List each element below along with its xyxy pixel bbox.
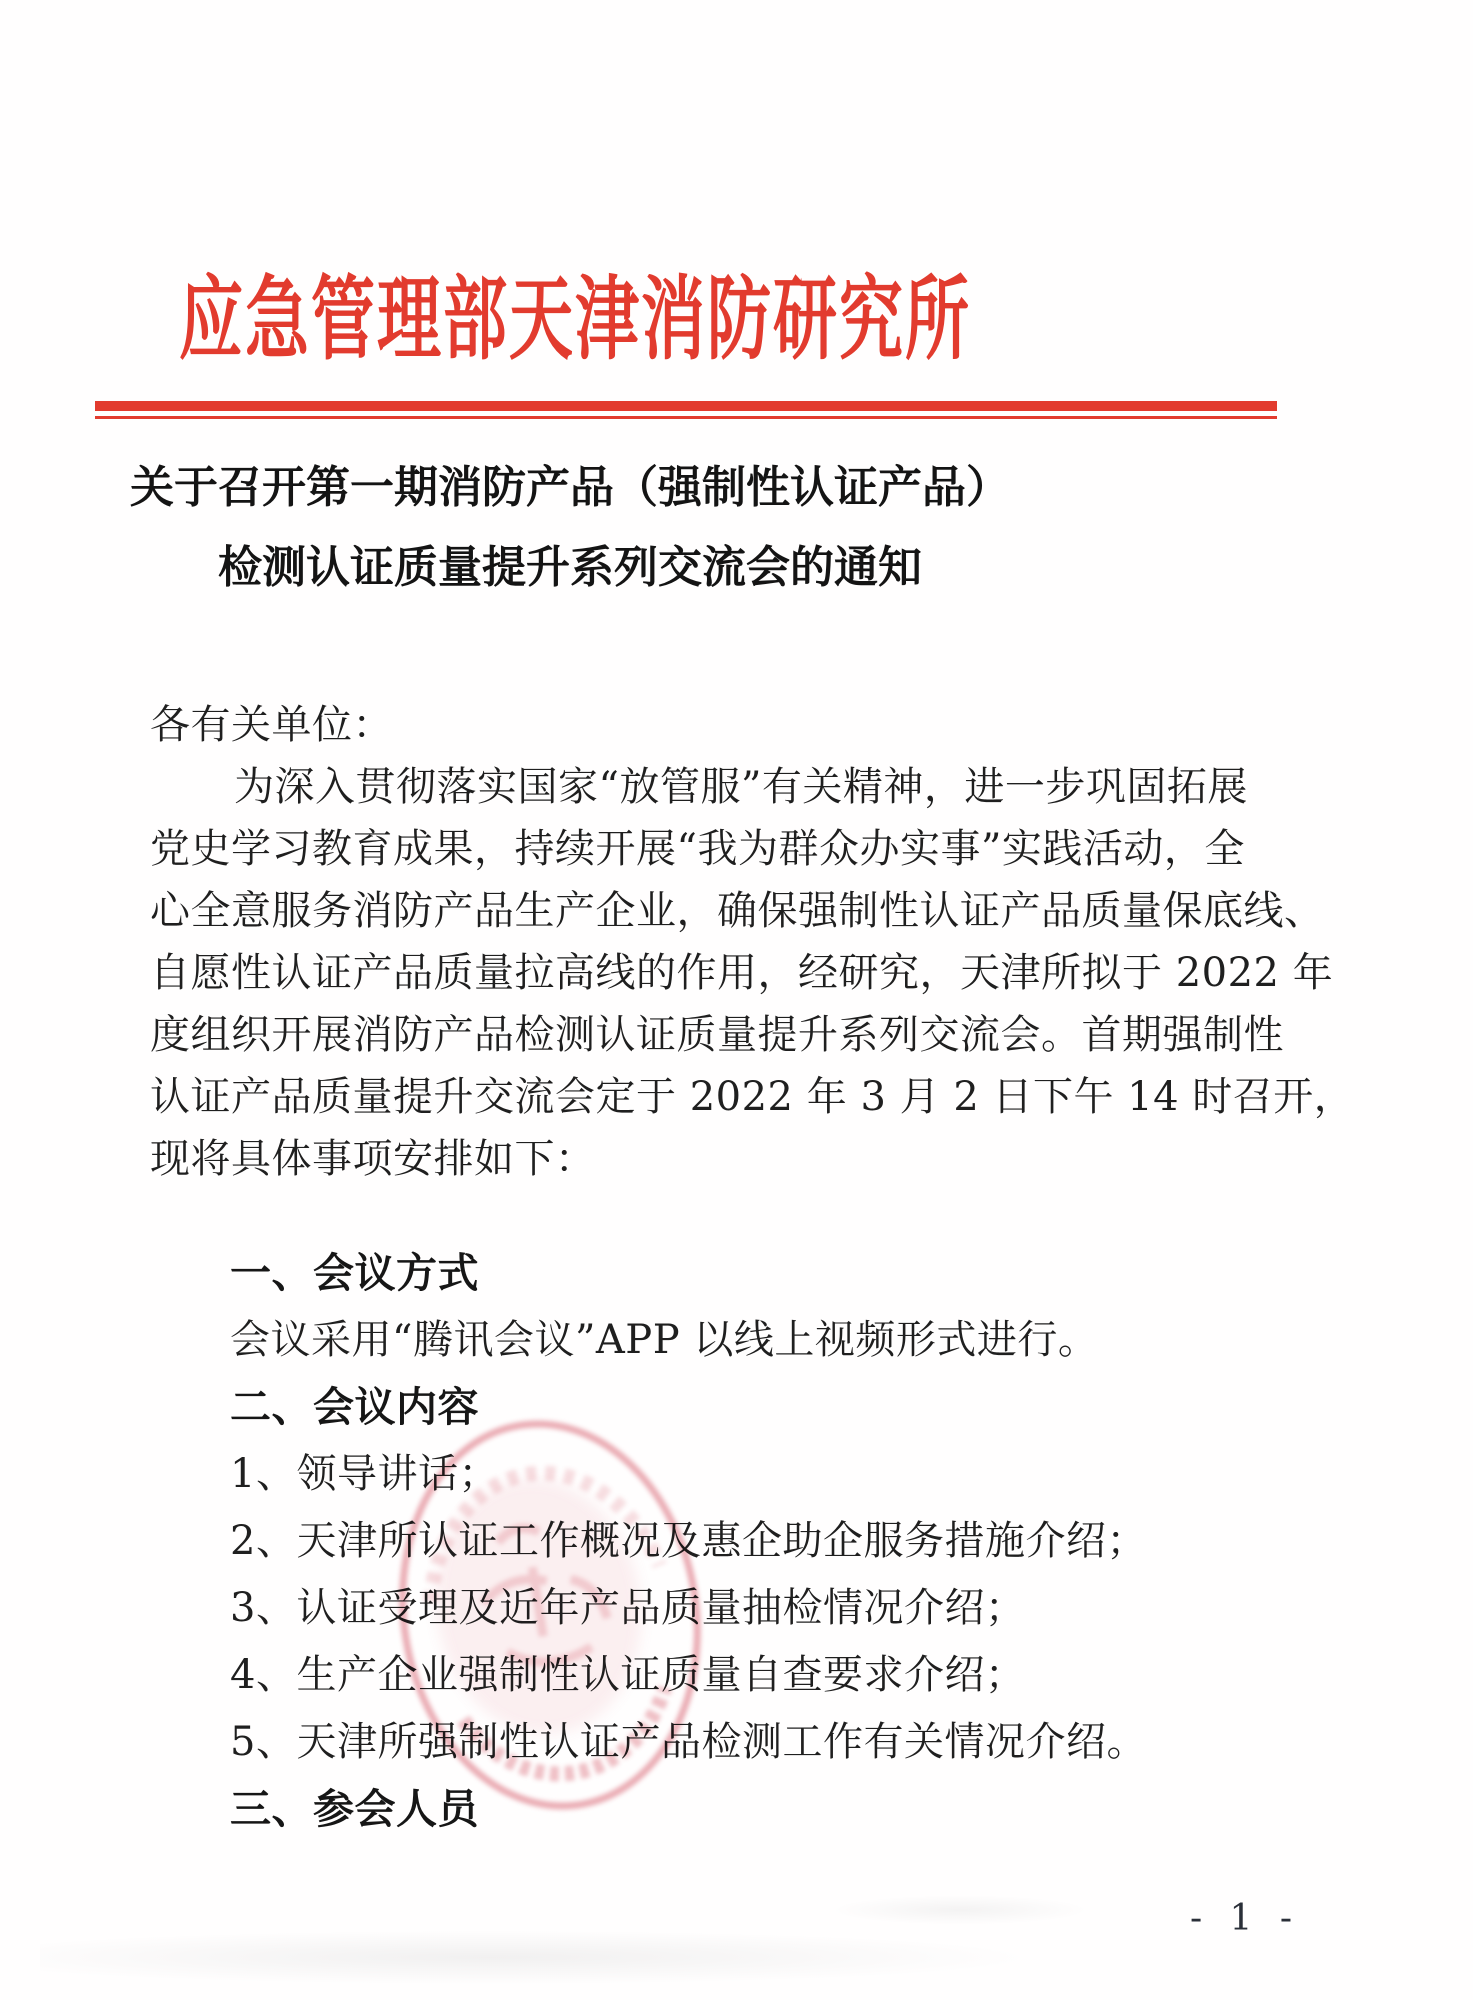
section2-list-item: 1、领导讲话； xyxy=(230,1451,499,1497)
document-title xyxy=(95,448,1045,608)
page-number: - 1 - xyxy=(1189,1898,1301,1939)
intro-line: 为深入贯彻落实国家“放管服”有关精神，进一步巩固拓展 xyxy=(234,764,1248,810)
intro-line: 认证产品质量提升交流会定于 2022 年 3 月 2 日下午 14 时召开， xyxy=(150,1074,1355,1120)
section2-list-item: 4、生产企业强制性认证质量自查要求介绍； xyxy=(230,1652,1026,1698)
intro-line: 现将具体事项安排如下： xyxy=(150,1136,596,1182)
red-rule-thick xyxy=(95,401,1277,411)
intro-line: 自愿性认证产品质量拉高线的作用，经研究，天津所拟于 2022 年 xyxy=(150,950,1334,996)
intro-line: 心全意服务消防产品生产企业，确保强制性认证产品质量保底线、 xyxy=(150,888,1325,934)
section1-heading: 一、会议方式 xyxy=(230,1249,479,1297)
section2-heading: 二、会议内容 xyxy=(230,1383,479,1431)
section1-text: 会议采用“腾讯会议”APP 以线上视频形式进行。 xyxy=(230,1317,1099,1363)
intro-line: 党史学习教育成果，持续开展“我为群众办实事”实践活动，全 xyxy=(150,826,1245,872)
section3-heading: 三、参会人员 xyxy=(230,1785,479,1833)
intro-paragraph xyxy=(150,756,1355,1190)
intro-line: 度组织开展消防产品检测认证质量提升系列交流会。首期强制性 xyxy=(150,1012,1284,1058)
red-rule-thin xyxy=(95,416,1277,419)
scan-smudge xyxy=(40,1930,1040,1985)
section2-list-item: 3、认证受理及近年产品质量抽检情况介绍； xyxy=(230,1585,1026,1631)
scan-smudge xyxy=(830,1895,1090,1925)
body-sections-block xyxy=(150,1240,1320,1843)
document-title-line2: 检测认证质量提升系列交流会的通知 xyxy=(218,542,922,593)
letterhead-org-name: 应急管理部天津消防研究所 xyxy=(179,266,971,374)
salutation: 各有关单位： xyxy=(150,702,393,748)
document-title-line1: 关于召开第一期消防产品（强制性认证产品） xyxy=(130,462,1010,513)
section2-list xyxy=(150,1441,1320,1776)
section2-list-item: 5、天津所强制性认证产品检测工作有关情况介绍。 xyxy=(230,1719,1147,1765)
body-intro-block xyxy=(150,694,1355,1190)
section2-list-item: 2、天津所认证工作概况及惠企助企服务措施介绍； xyxy=(230,1518,1147,1564)
